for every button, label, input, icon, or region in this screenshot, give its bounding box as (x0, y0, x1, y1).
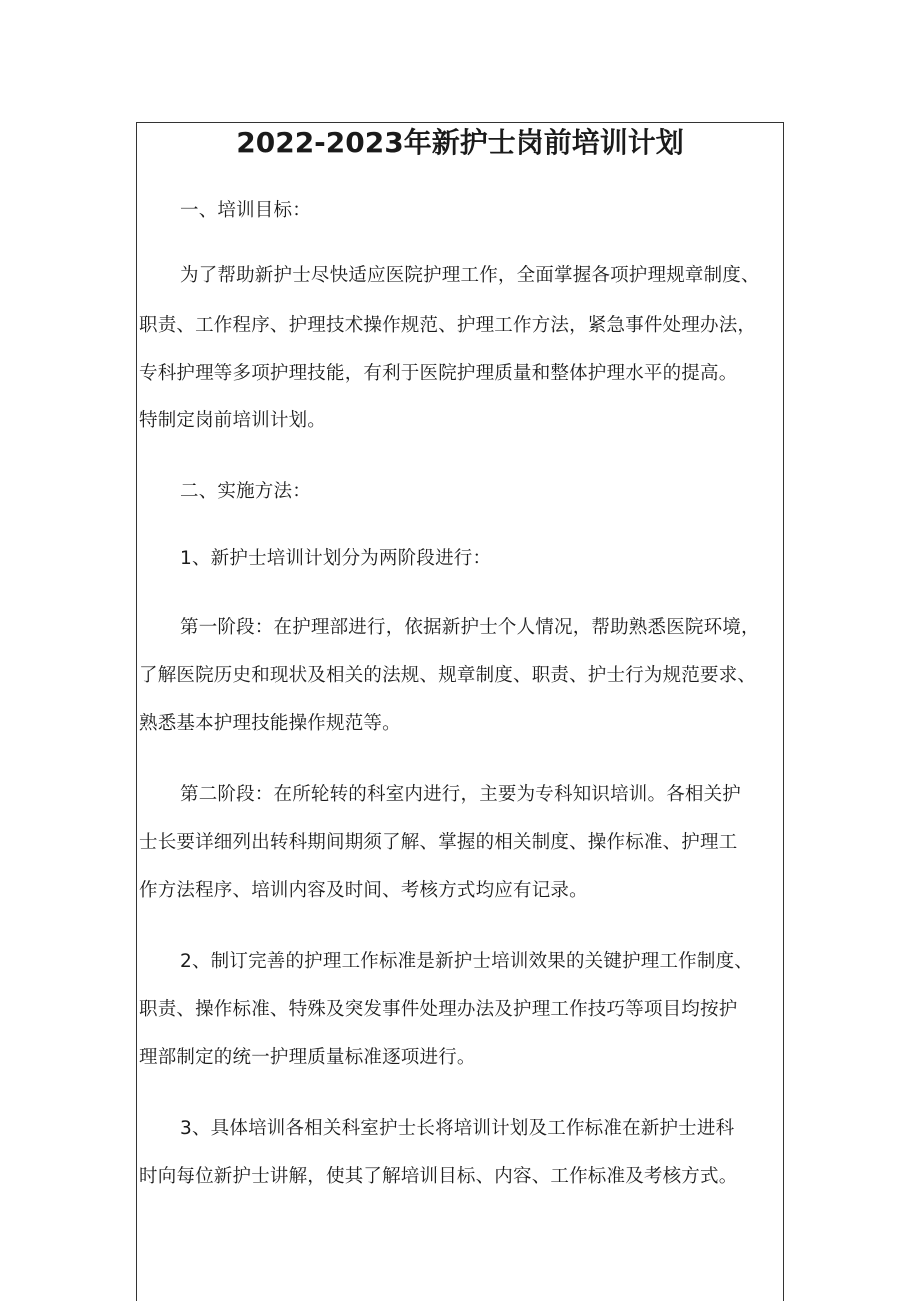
section1-para-line-2: 职责、工作程序、护理技术操作规范、护理工作方法，紧急事件处理办法， (139, 315, 757, 336)
section1-para-line-4: 特制定岗前培训计划。 (139, 410, 327, 431)
item3-line-2: 时向每位新护士讲解，使其了解培训目标、内容、工作标准及考核方式。 (139, 1166, 738, 1187)
item3-line-1: 3、具体培训各相关科室护士长将培训计划及工作标准在新护士进科 (180, 1118, 735, 1139)
item1-text: 1、新护士培训计划分为两阶段进行： (180, 548, 492, 569)
item2-line-3: 理部制定的统一护理质量标准逐项进行。 (139, 1047, 476, 1068)
document-title: 2022-2023年新护士岗前培训计划 (236, 126, 684, 159)
stage2-line-2: 士长要详细列出转科期间期须了解、掌握的相关制度、操作标准、护理工 (139, 832, 738, 853)
stage2-line-3: 作方法程序、培训内容及时间、考核方式均应有记录。 (139, 880, 588, 901)
stage1-line-1: 第一阶段：在护理部进行，依据新护士个人情况，帮助熟悉医院环境， (180, 617, 760, 638)
item2-line-2: 职责、操作标准、特殊及突发事件处理办法及护理工作技巧等项目均按护 (139, 999, 738, 1020)
section2-heading: 二、实施方法： (180, 481, 311, 502)
section1-para-line-1: 为了帮助新护士尽快适应医院护理工作，全面掌握各项护理规章制度、 (180, 265, 760, 286)
section1-heading: 一、培训目标： (180, 200, 311, 221)
stage2-line-1: 第二阶段：在所轮转的科室内进行，主要为专科知识培训。各相关护 (180, 784, 742, 805)
stage1-line-3: 熟悉基本护理技能操作规范等。 (139, 713, 401, 734)
item2-line-1: 2、制订完善的护理工作标准是新护士培训效果的关键护理工作制度、 (180, 951, 753, 972)
stage1-line-2: 了解医院历史和现状及相关的法规、规章制度、职责、护士行为规范要求、 (139, 665, 757, 686)
section1-para-line-3: 专科护理等多项护理技能，有利于医院护理质量和整体护理水平的提高。 (139, 363, 738, 384)
